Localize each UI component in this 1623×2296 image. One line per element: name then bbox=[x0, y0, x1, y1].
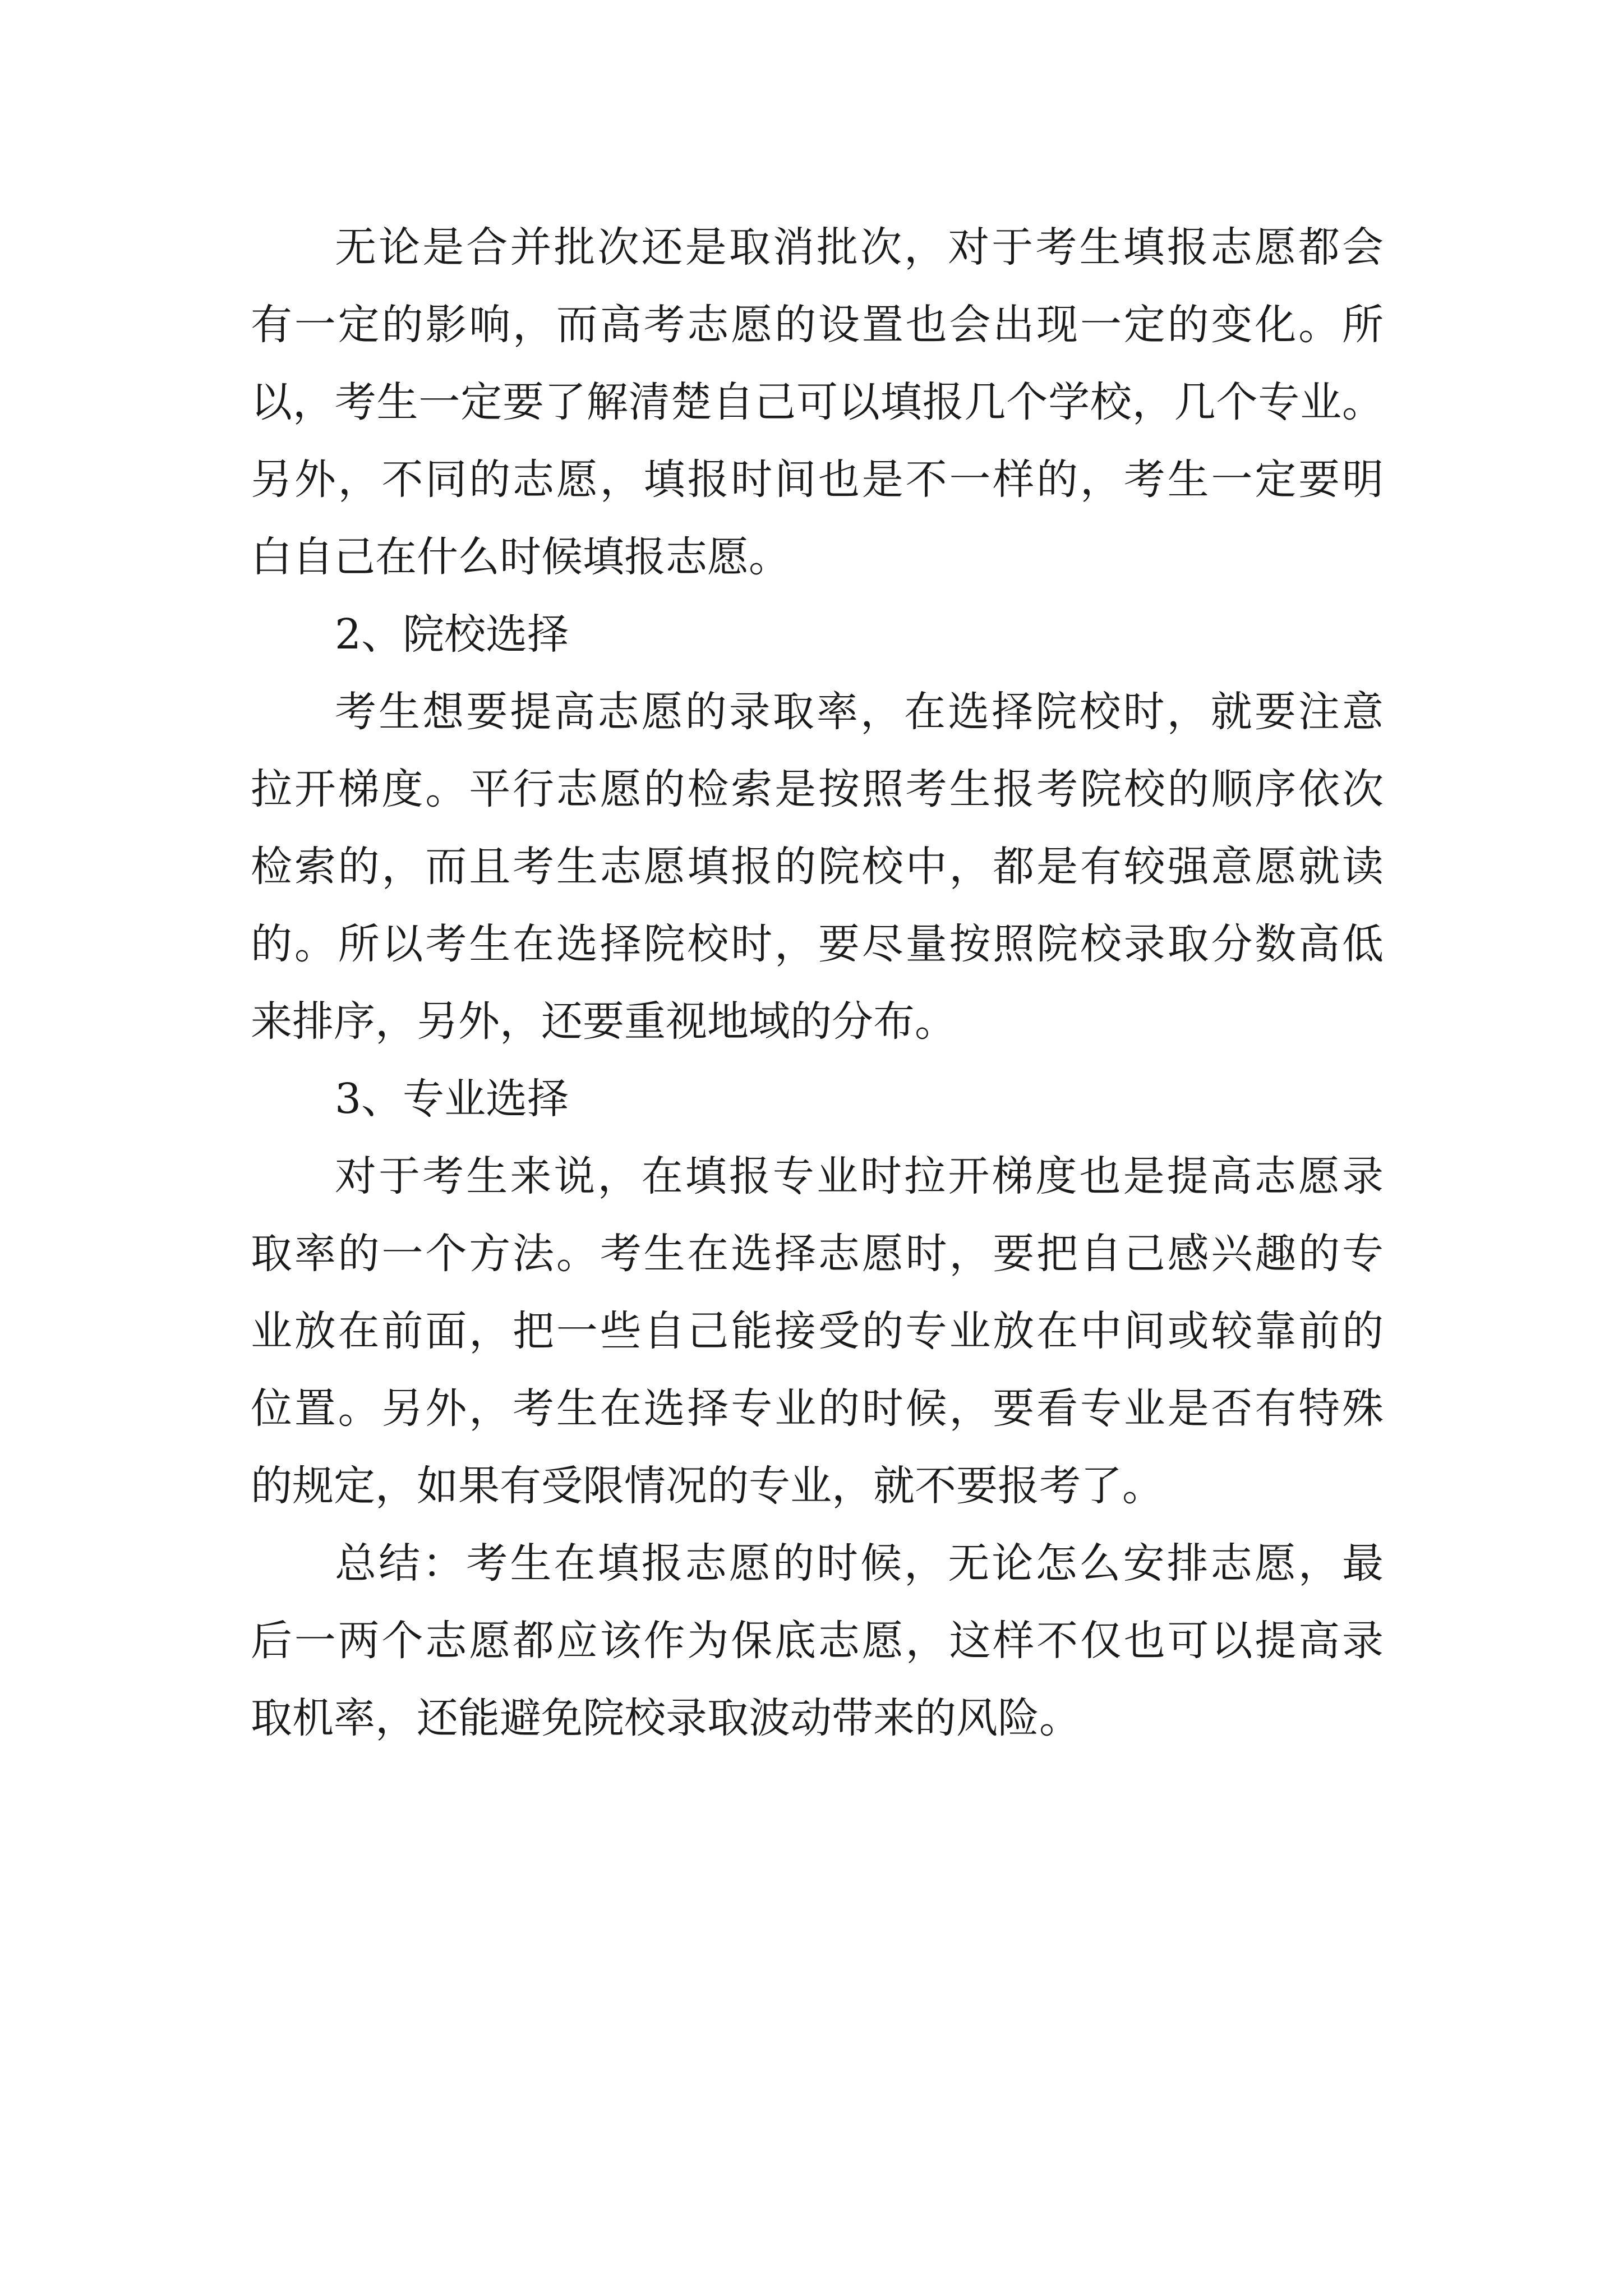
text-line: 拉开梯度。平行志愿的检索是按照考生报考院校的顺序依次 bbox=[251, 765, 1384, 813]
paragraph-merge-batches bbox=[251, 209, 1384, 596]
text-line: 有一定的影响，而高考志愿的设置也会出现一定的变化。所 bbox=[251, 301, 1384, 349]
text-line: 取机率，还能避免院校录取波动带来的风险。 bbox=[251, 1694, 1081, 1742]
text-line: 另外，不同的志愿，填报时间也是不一样的，考生一定要明 bbox=[251, 455, 1384, 504]
text-line: 后一两个志愿都应该作为保底志愿，这样不仅也可以提高录 bbox=[251, 1617, 1384, 1665]
text-line: 白自己在什么时候填报志愿。 bbox=[251, 533, 790, 581]
document-body bbox=[251, 209, 1384, 1757]
text-line: 对于考生来说，在填报专业时拉开梯度也是提高志愿录 bbox=[335, 1152, 1384, 1200]
text-line: 取率的一个方法。考生在选择志愿时，要把自己感兴趣的专 bbox=[251, 1230, 1384, 1278]
text-line: 考生想要提高志愿的录取率，在选择院校时，就要注意 bbox=[335, 688, 1384, 736]
text-line: 总结：考生在填报志愿的时候，无论怎么安排志愿，最 bbox=[335, 1539, 1384, 1588]
text-line: 来排序，另外，还要重视地域的分布。 bbox=[251, 997, 956, 1046]
text-line: 的规定，如果有受限情况的专业，就不要报考了。 bbox=[251, 1462, 1164, 1510]
paragraph-major-choice bbox=[251, 1138, 1384, 1525]
text-line: 位置。另外，考生在选择专业的时候，要看专业是否有特殊 bbox=[251, 1384, 1384, 1433]
text-line: 业放在前面，把一些自己能接受的专业放在中间或较靠前的 bbox=[251, 1307, 1384, 1355]
section-heading-school-choice: 2、院校选择 bbox=[335, 610, 569, 659]
section-heading-major-choice: 3、专业选择 bbox=[335, 1075, 569, 1123]
text-line: 无论是合并批次还是取消批次，对于考生填报志愿都会 bbox=[335, 223, 1384, 272]
paragraph-summary bbox=[251, 1525, 1384, 1757]
text-line: 以，考生一定要了解清楚自己可以填报几个学校，几个专业。 bbox=[251, 378, 1384, 426]
text-line: 检索的，而且考生志愿填报的院校中，都是有较强意愿就读 bbox=[251, 843, 1384, 891]
text-line: 的。所以考生在选择院校时，要尽量按照院校录取分数高低 bbox=[251, 920, 1384, 968]
paragraph-school-choice bbox=[251, 673, 1384, 1060]
